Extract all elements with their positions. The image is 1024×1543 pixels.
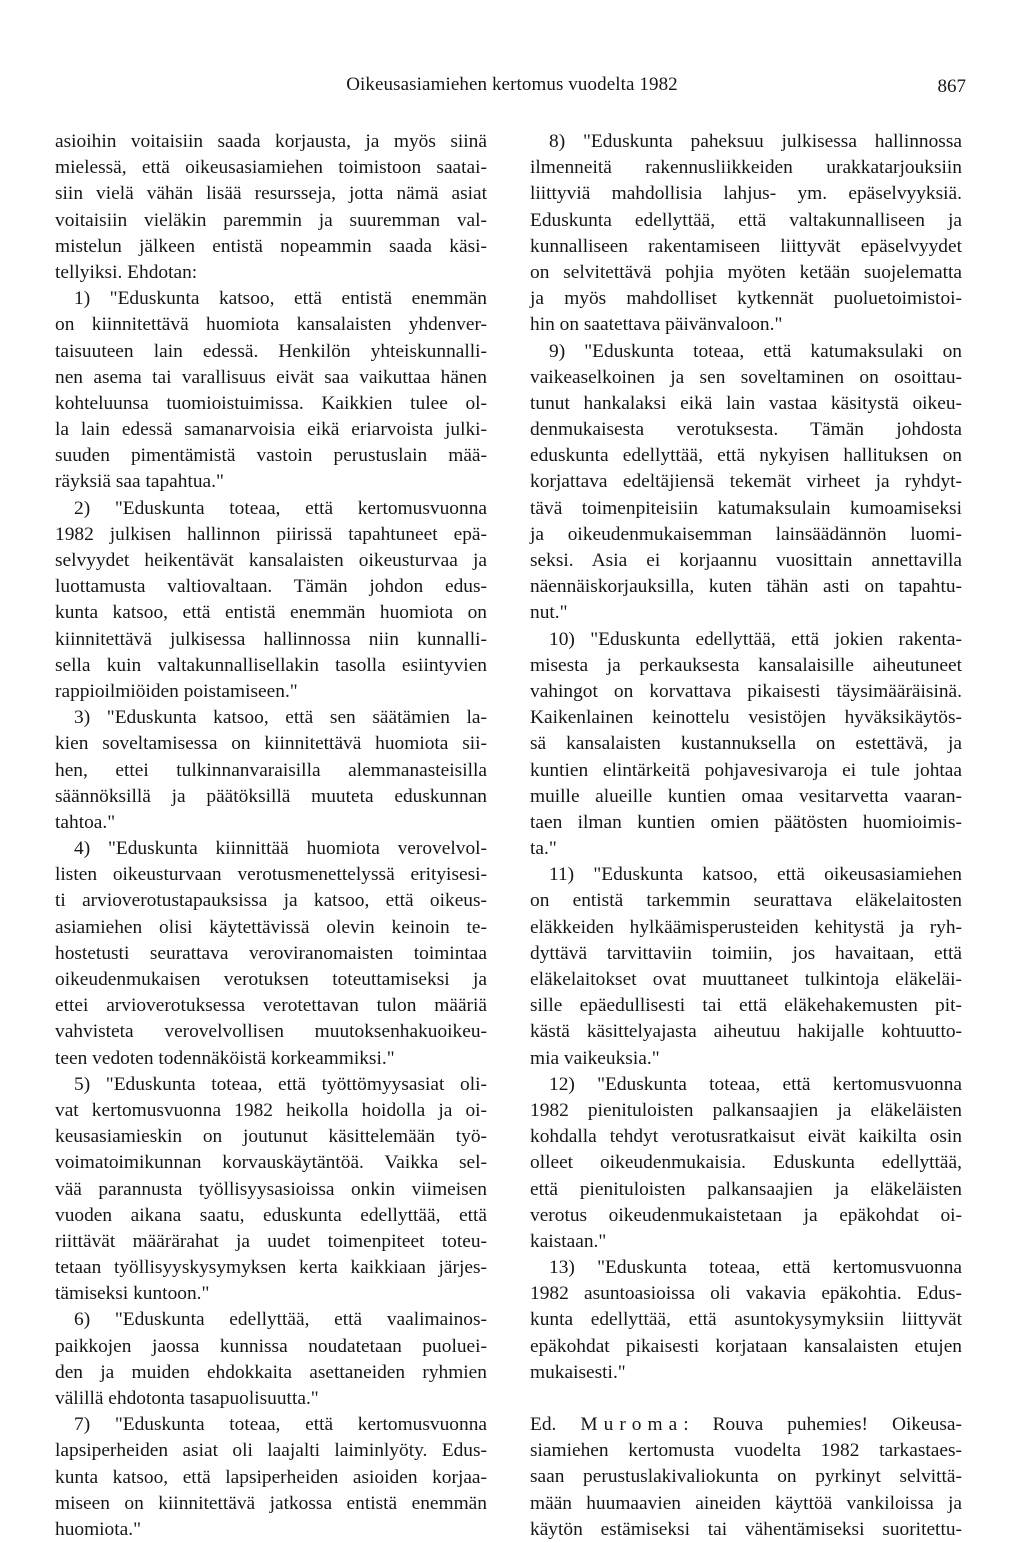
text-line: 10) "Eduskunta edellyttää, että jokien rakenta- (549, 628, 962, 650)
text-line: seksi. Asia ei korjaannu vuosittain annettavilla (530, 550, 962, 571)
text-line: on selvitettävä pohjia myöten ketään suojelematta (530, 261, 962, 283)
speaker-line (530, 1412, 962, 1438)
text-line: kunnalliseen rakentamiseen liittyvät epäselvyydet (530, 235, 962, 257)
text-line: näennäiskorjauksilla, kuten tähän asti on tapahtu- (530, 576, 962, 598)
text-line: korjattava edeltäjiensä tekemät virheet ja ryhdyt- (530, 471, 962, 493)
text-line: 5) "Eduskunta toteaa, että työttömyysasiat oli- (74, 1073, 487, 1095)
text-line: den ja muiden ehdokkaita asettaneiden ryhmien (55, 1361, 487, 1383)
text-line: ta." (530, 838, 557, 860)
text-line: ja oikeudenmukaisemman lainsäädännön luomi- (530, 523, 962, 545)
text-line: huomiota." (55, 1518, 142, 1540)
text-line: eduskunta edellyttää, että nykyisen hallituksen on (530, 445, 962, 467)
text-line: 3) "Eduskunta katsoo, että sen säätämien la- (74, 707, 487, 729)
text-line: vahingot on korvattava pikaisesti täysimääräisinä. (530, 680, 962, 702)
text-line: suuden pimentämistä vastoin perustuslain mää- (55, 445, 487, 467)
text-line: eläkelaitokset ovat muuttaneet tulkintoja eläkeläi- (530, 969, 962, 990)
text-line: ettei arvioverotuksessa verotettavan tulon määriä (55, 995, 487, 1017)
text-line: kunta katsoo, että entistä enemmän huomiota on (55, 602, 487, 624)
text-line: taen ilman kuntien omien päätösten huomioimis- (530, 811, 962, 833)
text-line: kunta edellyttää, että asuntokysymyksiin liittyvät (530, 1309, 962, 1331)
text-line: verotus oikeudenmukaistetaan ja epäkohdat oi- (530, 1204, 962, 1226)
right-text-column (530, 129, 962, 1543)
text-line: denmukaisesta verotuksesta. Tämän johdosta (530, 419, 962, 441)
text-line: 4) "Eduskunta kiinnittää huomiota verovelvol- (74, 838, 487, 860)
text-line: vaikeaselkoinen ja sen soveltaminen on osoittau- (530, 366, 962, 388)
text-line: 2) "Eduskunta toteaa, että kertomusvuonna (74, 497, 487, 519)
text-line: dyttävä tarvittaviin toimiin, jos havaitaan, että (530, 942, 962, 964)
text-line: riittävät määrärahat ja uudet toimenpiteet toteu- (55, 1230, 487, 1252)
text-line: 1982 julkisen hallinnon piirissä tapahtuneet epä- (55, 523, 487, 545)
text-line: 9) "Eduskunta toteaa, että katumaksulaki on (549, 340, 962, 362)
text-line: taisuuteen lain edessä. Henkilön yhteiskunnalli- (55, 340, 487, 362)
text-line: käytön estämiseksi tai vähentämiseksi suoritettu- (530, 1518, 962, 1540)
text-line: hen, ettei tulkinnanvaraisilla alemmanasteisilla (55, 759, 487, 781)
speaker-line-text: : Rouva puhemies! Oikeusa- (683, 1414, 962, 1435)
text-line: on kiinnitettävä huomiota kansalaisten yhdenver- (55, 314, 487, 336)
text-line: 1) "Eduskunta katsoo, että entistä enemmän (74, 288, 487, 310)
text-line: lapsiperheiden asiat oli laajalti laiminlyöty. Edus- (55, 1440, 487, 1462)
text-line: epäkohdat pikaisesti korjataan kansalaisten etujen (530, 1335, 962, 1357)
text-line: kunta katsoo, että lapsiperheiden asioiden korjaa- (55, 1466, 487, 1488)
text-line: mistelun jälkeen entistä nopeammin saada käsi- (55, 235, 487, 257)
text-line: välillä ehdotonta tasapuolisuutta." (55, 1388, 319, 1409)
text-line: siin vielä vähän lisää resursseja, jotta nämä asiat (55, 183, 487, 205)
text-line: vää parannusta työllisyysasioissa onkin viimeisen (55, 1178, 487, 1200)
text-line: vat kertomusvuonna 1982 heikolla hoidolla ja oi- (55, 1099, 487, 1121)
text-line: mielessä, että oikeusasiamiehen toimistoon saatai- (55, 157, 487, 179)
text-line: kaistaan." (530, 1230, 607, 1252)
text-line: mään huumaavien aineiden käyttöä vankiloissa ja (530, 1492, 962, 1514)
text-line: kiinnitettävä julkisessa hallinnossa niin kunnalli- (55, 628, 487, 650)
text-line: 1982 asuntoasioissa oli vakavia epäkohtia. Edus- (530, 1283, 962, 1305)
text-line: nen asema tai varallisuus eivät saa vaikuttaa hänen (55, 366, 487, 388)
text-line: voimatoimikunnan korvauskäytäntöä. Vaikka sel- (55, 1152, 487, 1174)
text-line: olleet oikeudenmukaisia. Eduskunta edellyttää, (530, 1152, 962, 1174)
running-title: Oikeusasiamiehen kertomus vuodelta 1982 (346, 74, 678, 95)
text-line: sella kuin valtakunnallisellakin tasolla esiintyvien (55, 654, 487, 676)
text-line: miseen on kiinnitettävä jatkossa entistä enemmän (55, 1492, 487, 1514)
text-line: ti arvioverotustapauksissa ja katsoo, että oikeus- (55, 890, 487, 912)
text-line: ilmenneitä rakennusliikkeiden urakkatarjouksiin (530, 157, 962, 179)
text-line: kohteluunsa tuomioistuimissa. Kaikkien tulee ol- (55, 392, 487, 414)
text-line: oikeudenmukaisen verotuksen toteuttamiseksi ja (55, 969, 487, 990)
text-line: voitaisiin vieläkin paremmin ja suuremman val- (55, 209, 487, 231)
text-line: 12) "Eduskunta toteaa, että kertomusvuonna (549, 1073, 962, 1095)
text-line: kuntien elintärkeitä pohjavesivaroja ei tule johtaa (530, 759, 962, 781)
text-line: vuoden aikana saatu, eduskunta edellyttää, että (55, 1204, 487, 1226)
text-line: 11) "Eduskunta katsoo, että oikeusasiamiehen (549, 864, 962, 886)
text-line: tunut hankalaksi eikä lain vastaa käsitystä oikeu- (530, 392, 962, 414)
text-line: misesta ja perkauksesta kansalaisille aiheutuneet (530, 654, 962, 676)
speaker-prefix: Ed. (530, 1414, 557, 1435)
text-line: keusasiamieskin on joutunut käsittelemään työ- (55, 1126, 487, 1148)
text-line: selvyydet heikentävät kansalaisten oikeusturvaa ja (55, 550, 487, 571)
text-line: Eduskunta edellyttää, että valtakunnalliseen ja (530, 209, 962, 231)
text-line: sille epäedullisesti tai että eläkehakemusten pit- (530, 995, 962, 1017)
text-line: siamiehen kertomusta vuodelta 1982 tarkastaes- (530, 1440, 962, 1462)
text-line: 8) "Eduskunta paheksuu julkisessa hallinnossa (549, 131, 962, 152)
text-line: kästä käsittelyajasta aiheutuu hakijalle kohtuutto- (530, 1021, 962, 1043)
text-line: hostetusti seurattava veroviranomaisten toimintaa (55, 942, 487, 964)
text-line: Kaikenlainen keinottelu vesistöjen hyväksikäytös- (530, 707, 962, 729)
text-line: tävä toimenpiteisiin katumaksulain kumoamiseksi (530, 497, 962, 519)
text-line: muille alueille kuntien omaa vesitarvetta vaaran- (530, 785, 962, 807)
text-line: kien soveltamisessa on kiinnitettävä huomiota sii- (55, 733, 487, 755)
text-line: tahtoa." (55, 811, 116, 833)
text-line: kohdalla tehdyt verotusratkaisut eivät kaikilta osin (530, 1126, 962, 1148)
text-line: rappioilmiöiden poistamiseen." (55, 680, 298, 702)
text-line: ja myös mahdolliset kytkennät puoluetoimistoi- (530, 288, 962, 310)
text-line: tellyiksi. Ehdotan: (55, 261, 198, 283)
text-line: 13) "Eduskunta toteaa, että kertomusvuonna (549, 1257, 962, 1279)
text-line: nut." (530, 602, 568, 624)
text-line: luottamusta valtiovaltaan. Tämän johdon edus- (55, 576, 487, 598)
text-line: mukaisesti." (530, 1361, 626, 1383)
text-line: hin on saatettava päivänvaloon." (530, 314, 783, 336)
text-line: tetaan työllisyyskysymyksen kerta kaikkiaan järjes- (55, 1257, 487, 1279)
section-gap (530, 1386, 962, 1412)
text-line: tämiseksi kuntoon." (55, 1283, 210, 1305)
text-line: sä kansalaisten kustannuksella on estettävä, ja (530, 733, 962, 755)
text-line: että pienituloisten palkansaajien ja eläkeläisten (530, 1178, 962, 1200)
page-number: 867 (937, 76, 966, 97)
text-line: on entistä tarkemmin seurattava eläkelaitosten (530, 890, 962, 912)
text-line: eläkkeiden hylkäämisperusteiden kehitystä ja ryh- (530, 916, 962, 938)
page-header (0, 74, 1024, 104)
text-line: räyksiä saa tapahtua." (55, 471, 224, 493)
speaker-name: Muroma (580, 1414, 684, 1435)
text-line: liittyviä mahdollisia lahjus- ym. epäselvyyksiä. (530, 183, 962, 205)
text-line: listen oikeusturvaan verotusmenettelyssä erityisesi- (55, 864, 487, 886)
text-line: la lain edessä samanarvoisia eikä eriarvoista julki- (55, 419, 487, 441)
text-line: vahvisteta verovelvollisen muutoksenhakuoikeu- (55, 1021, 487, 1043)
left-text-column (55, 129, 487, 1543)
text-line: säännöksillä ja päätöksillä muuteta eduskunnan (55, 785, 487, 807)
text-line: 7) "Eduskunta toteaa, että kertomusvuonna (74, 1414, 487, 1436)
text-line: paikkojen jaossa kunnissa noudatetaan puoluei- (55, 1335, 487, 1357)
text-line: asioihin voitaisiin saada korjausta, ja myös siinä (55, 131, 487, 152)
text-line: teen vedoten todennäköistä korkeammiksi." (55, 1047, 395, 1069)
text-line: asiamiehen olisi käytettävissä olevin keinoin te- (55, 916, 487, 938)
text-line: 6) "Eduskunta edellyttää, että vaalimainos- (74, 1309, 487, 1331)
text-line: saan perustuslakivaliokunta on pyrkinyt selvittä- (530, 1466, 962, 1488)
text-line: 1982 pienituloisten palkansaajien ja eläkeläisten (530, 1099, 962, 1121)
text-line: mia vaikeuksia." (530, 1047, 660, 1069)
